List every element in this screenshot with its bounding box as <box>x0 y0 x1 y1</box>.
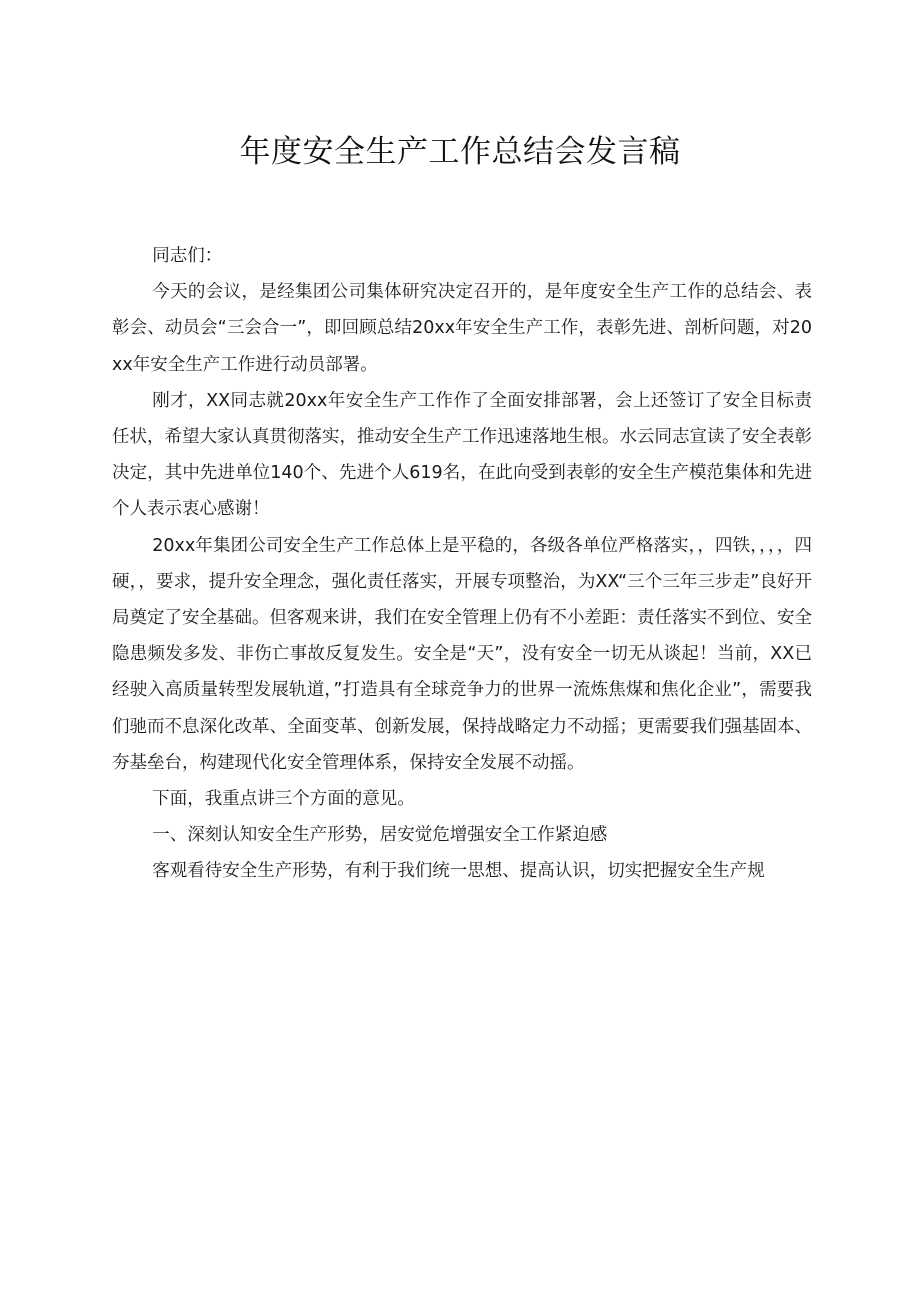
paragraph-transition: 下面，我重点讲三个方面的意见。 <box>152 789 415 810</box>
paragraph-review: 20xx年集团公司安全生产工作总体上是平稳的，各级各单位严格落实，，四铁，，，，四硬，，要求，提升安全理念，强化责任落实，开展专项整治，为XX“三个三年三步走”良好开局奠定了安全基础。但客观来讲，我们在安全管理上仍有不小差距：责任落实不到位、安全隐患频发多发、非伤亡事故反复发生。安全是“天”，没有安全一切无从谈起！当前，XX已经驶入高质量转型发展轨道，”打造具有全球竞争力的世界一流炼焦煤和焦化企业”，需要我们驰而不息深化改革、全面变革、创新发展，保持战略定力不动摇；更需要我们强基固本、夯基垒台，构建现代化安全管理体系，保持安全发展不动摇。 <box>112 535 812 773</box>
document-body <box>112 238 812 890</box>
paragraph-deployment: 刚才，XX同志就20xx年安全生产工作作了全面安排部署，会上还签订了安全目标责任状，希望大家认真贯彻落实，推动安全生产工作迅速落地生根。水云同志宣读了安全表彰决定，其中先进单位140个、先进个人619名，在此向受到表彰的安全生产模范集体和先进个人表示衷心感谢！ <box>112 390 812 520</box>
paragraph-section-1: 客观看待安全生产形势，有利于我们统一思想、提高认识，切实把握安全生产规 <box>152 861 765 882</box>
paragraph-opening: 今天的会议，是经集团公司集体研究决定召开的，是年度安全生产工作的总结会、表彰会、动员会“三会合一”，即回顾总结20xx年安全生产工作，表彰先进、剖析问题，对20xx年安全生产工作进行动员部署。 <box>112 282 812 375</box>
document-title: 年度安全生产工作总结会发言稿 <box>239 134 681 170</box>
salutation: 同志们： <box>152 246 223 266</box>
section-heading: 一、深刻认知安全生产形势，居安觉危增强安全工作紧迫感 <box>152 825 608 846</box>
